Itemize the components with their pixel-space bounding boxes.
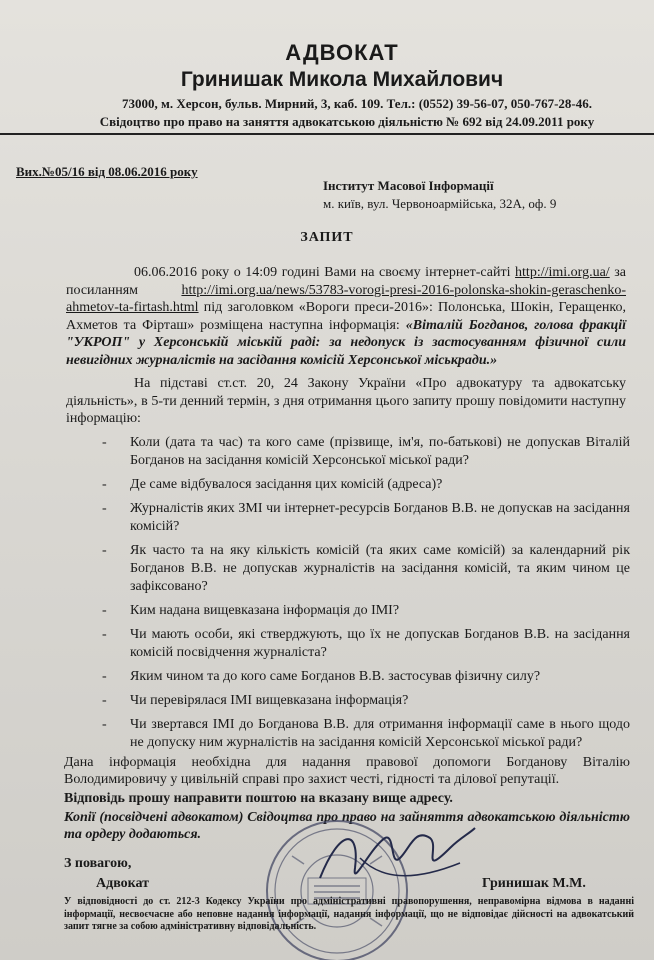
outgoing-reference: Вих.№05/16 від 08.06.2016 року xyxy=(16,164,198,179)
recipient-block xyxy=(323,178,643,212)
lawyer-name: Гринишак Микола Михайлович xyxy=(180,68,504,91)
mid-text: за посиланням xyxy=(66,265,626,298)
header-divider xyxy=(0,133,654,135)
signer-role: Адвокат xyxy=(96,876,150,891)
after-link-text: під заголовком «Вороги преси-2016»: Полонська, Шокін, Геращенко, Ахметов та Фірташ» розміщена наступна інформація: xyxy=(66,300,626,333)
paragraph-intro xyxy=(66,264,626,369)
legal-footnote: У відповідності до ст. 212-3 Кодексу України про адміністративні правопорушення, неправомірна відмова в наданні інформації, несвоєчасне або неповне надання інформації, надання інформації, що не відповідає дійсності на адвокатський запит тягне за собою адміністративну відповідальність. xyxy=(64,896,634,932)
list-item: - Чи перевірялася ІМІ вищевказана інформація? xyxy=(102,693,409,708)
list-item: - Чи мають особи, які стверджують, що їх не допускав Богданов В.В. на засідання комісій посвідчення журналіста? xyxy=(102,627,630,660)
site-link[interactable]: http://imi.org.ua/ xyxy=(515,265,610,280)
lawyer-address: 73000, м. Херсон, бульв. Мирний, 3, каб. 109. Тел.: (0552) 39-56-07, 050-767-28-46. xyxy=(122,96,592,111)
list-item: - Де саме відбувалося засідання цих комісій (адреса)? xyxy=(102,477,443,492)
recipient-address: м. київ, вул. Червоноармійська, 32А, оф. 9 xyxy=(323,196,557,211)
quoted-statement: «Віталій Богданов, голова фракції "УКРОП" у Херсонській міській раді: за недопуск із застосуванням фізичної сили невигідних журналістів на засідання комісій Херсонської міськради.» xyxy=(66,317,627,368)
list-item: - Як часто та на яку кількість комісій (та яких саме комісій) за календарний рік Богданов В.В. не допускав журналістів на засідання комісій, та яким чином це зафіксовано? xyxy=(102,543,630,594)
letterhead-title: АДВОКАТ xyxy=(285,40,399,65)
list-item: - Коли (дата та час) та кого саме (прізвище, ім'я, по-батькові) не допускав Віталій Богданов на засідання комісій Херсонської міської ради? xyxy=(102,435,630,468)
letterhead xyxy=(0,40,654,130)
document-title: ЗАПИТ xyxy=(300,230,354,245)
list-item: - Яким чином та до кого саме Богданов В.В. застосував фізичну силу? xyxy=(102,669,541,684)
request-body xyxy=(66,264,626,428)
attachments-note: Копії (посвідчені адвокатом) Свідоцтва про право на зайняття адвокатською діяльністю та ордеру додаються. xyxy=(64,810,630,842)
purpose-statement: Дана інформація необхідна для надання правової допомоги Богданову Віталію Володимировичу у цивільній справі про захист честі, гідності та ділової репутації. xyxy=(64,755,630,787)
recipient-name: Інститут Масової Інформації xyxy=(323,178,494,193)
list-item: - Журналістів яких ЗМІ чи інтернет-ресурсів Богданов В.В. не допускав на засідання комісій? xyxy=(102,501,630,534)
handwritten-signature xyxy=(300,808,480,908)
list-item: - Чи звертався ІМІ до Богданова В.В. для отримання інформації саме в нього щодо не допуску ним журналістів на засідання комісій Херсонської міської ради? xyxy=(102,717,630,750)
list-item: - Ким надана вищевказана інформація до ІМІ? xyxy=(102,603,400,618)
signer-name: Гринишак М.М. xyxy=(482,876,586,891)
closing-salutation: З повагою, xyxy=(64,856,132,871)
reply-instruction: Відповідь прошу направити поштою на вказану вище адресу. xyxy=(64,791,453,806)
intro-text: 06.06.2016 року о 14:09 годині Вами на своєму інтернет-сайті xyxy=(134,265,516,280)
paragraph-legal-basis: На підставі ст.ст. 20, 24 Закону України «Про адвокатуру та адвокатську діяльність», в 5-ти денний термін, з дня отримання цього запиту прошу повідомити наступну інформацію: xyxy=(66,376,626,426)
lawyer-certificate: Свідоцтво про право на заняття адвокатською діяльністю № 692 від 24.09.2011 року xyxy=(99,114,595,129)
article-link[interactable]: http://imi.org.ua/news/53783-vorogi-presi-2016-polonska-shokin-geraschenko-ahmetov-ta-firtash.html xyxy=(66,282,626,315)
question-list xyxy=(102,434,630,758)
